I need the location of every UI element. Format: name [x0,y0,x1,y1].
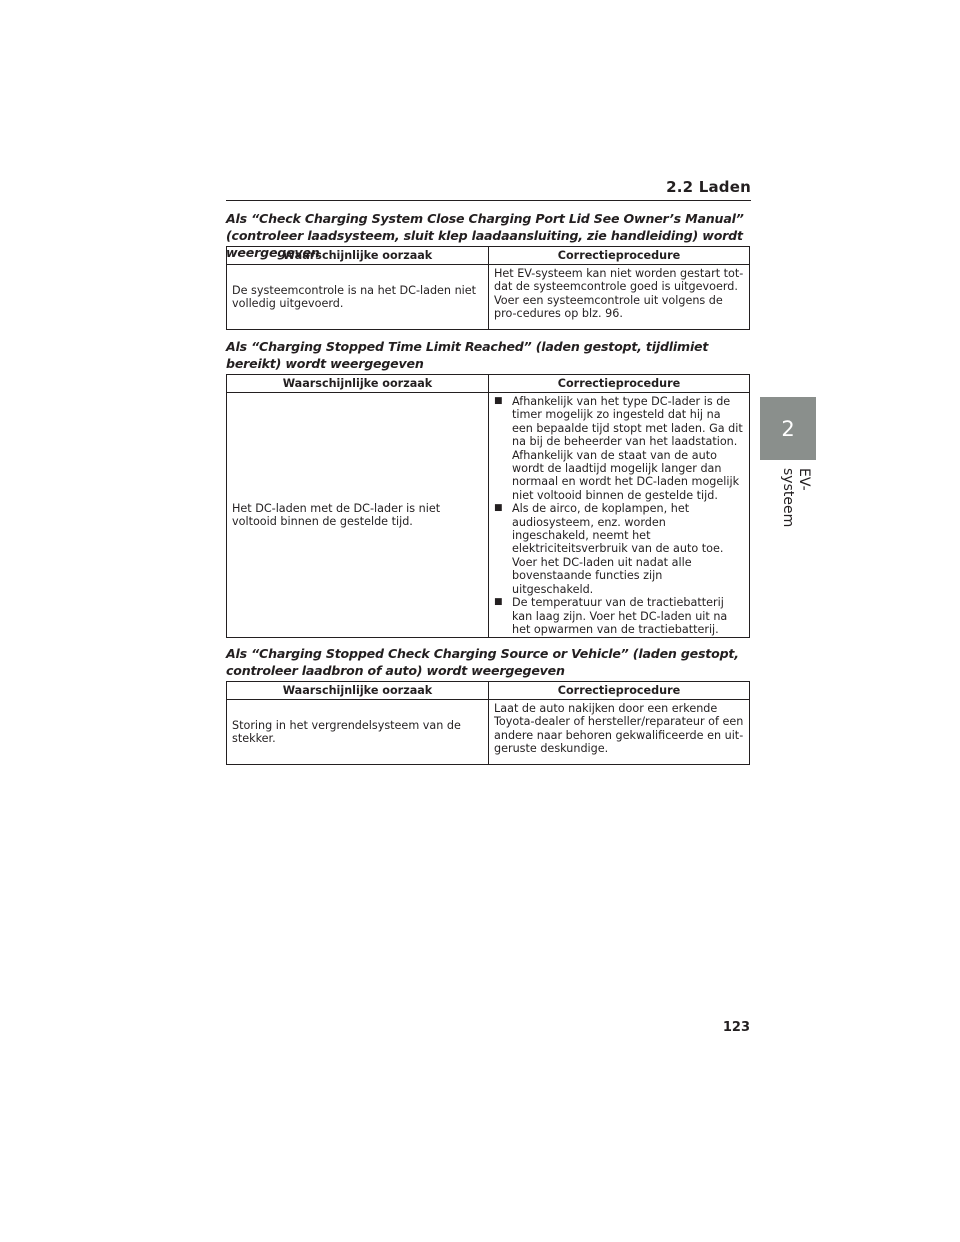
col-header-procedure: Correctieprocedure [557,248,681,262]
cause-cell: Het DC-laden met de DC-lader is niet voltooid binnen de gestelde tijd. [227,393,489,637]
col-header-cause: Waarschijnlijke oorzaak [227,682,489,699]
list-item [494,395,744,502]
page-header [226,176,751,201]
table-3 [226,681,750,765]
bullet-text: Als de airco, de koplampen, het audiosysteem, enz. worden ingeschakeld, neemt het elektriciteitsverbruik van de auto toe. Voer het DC-laden uit nadat alle bovenstaande functies zijn uitgeschakeld. [512,502,724,596]
cause-cell: De systeemcontrole is na het DC-laden niet volledig uitgevoerd. [227,265,489,329]
cause-cell: Storing in het vergrendelsysteem van de stekker. [227,700,489,764]
section-heading-2: Als “Charging Stopped Time Limit Reached” (laden gestopt, tijdlimiet bereikt) wordt weergegeven [226,339,709,371]
table-header [227,247,749,265]
table-header [227,682,749,700]
chapter-tab [760,397,816,460]
table-row [227,393,749,637]
bullet-square-icon: ■ [494,597,503,608]
col-header-cause: Waarschijnlijke oorzaak [227,375,489,392]
bullet-square-icon: ■ [494,503,503,514]
table-row [227,265,749,329]
page-number: 123 [722,1020,750,1035]
list-item [494,502,744,596]
table-header [227,375,749,393]
bullet-text: De temperatuur van de tractiebatterij kan laag zijn. Voer het DC-laden uit na het opwarmen van de tractiebatterij. [512,596,728,636]
table-2 [226,374,750,638]
procedure-cell: Laat de auto nakijken door een erkende Toyota-dealer of hersteller/reparateur of een andere naar behoren gekwalificeerde en uit-geruste deskundige. [494,702,744,756]
table-row [227,700,749,764]
section-heading-3: Als “Charging Stopped Check Charging Source or Vehicle” (laden gestopt, controleer laadbron of auto) wordt weergegeven [226,646,739,678]
chapter-number: 2 [781,416,795,441]
col-header-cause: Waarschijnlijke oorzaak [227,247,489,264]
col-header-procedure: Correctieprocedure [557,376,681,390]
procedure-cell [489,393,749,637]
table-1 [226,246,750,330]
list-item [494,596,744,636]
bullet-square-icon: ■ [494,396,503,406]
section-title: 2.2 Laden [666,178,751,196]
bullet-text: Afhankelijk van het type DC-lader is de timer mogelijk zo ingesteld dat hij na een bepaalde tijd stopt met laden. Ga dit na bij de beheerder van het laadstation. Afhankelijk van de staat van de auto wordt de laadtijd mogelijk langer dan normaal en wordt het DC-laden mogelijk niet voltooid binnen de gestelde tijd. [512,395,743,502]
col-header-procedure: Correctieprocedure [557,683,681,697]
procedure-cell: Het EV-systeem kan niet worden gestart tot-dat de systeemcontrole goed is uitgevoerd. Voer een systeemcontrole uit volgens de pro-cedures op blz. 96. [494,267,744,321]
chapter-label: EV-systeem [780,468,812,528]
section-heading-1: Als “Check Charging System Close Charging Port Lid See Owner’s Manual” (controleer laadsysteem, sluit klep laadaansluiting, zie handleiding) wordt weergegeven [226,211,744,260]
